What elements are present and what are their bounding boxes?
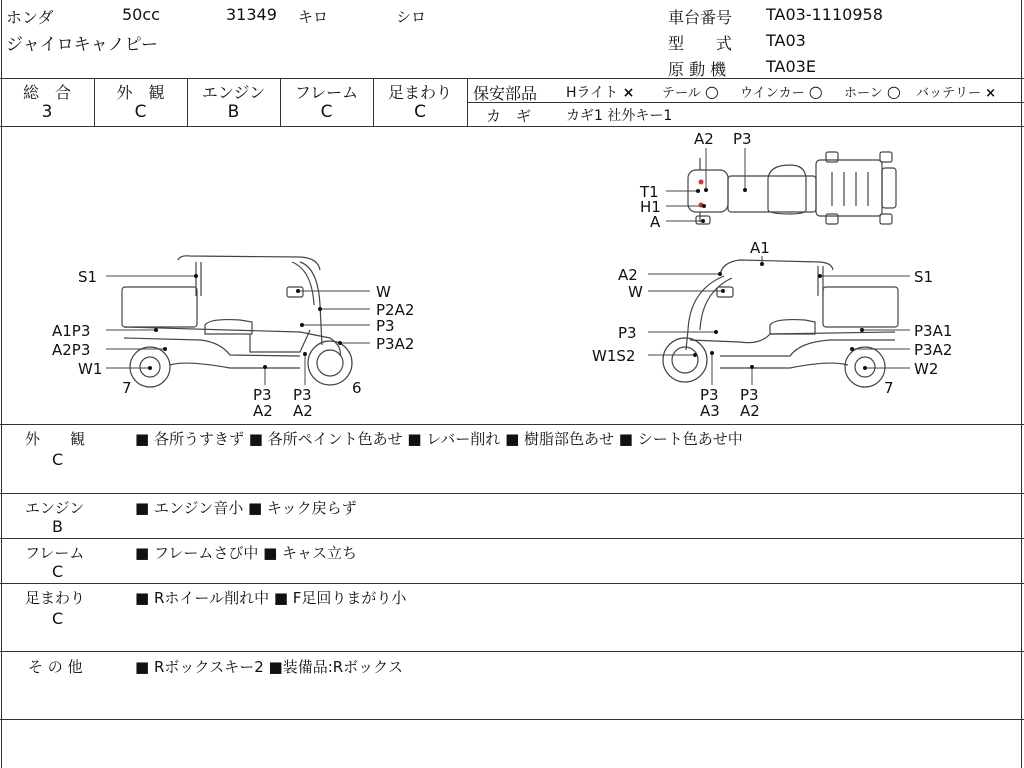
label-bottom-3a: P3 xyxy=(700,386,719,404)
divider xyxy=(468,102,1024,103)
key-label: カ ギ xyxy=(486,107,532,125)
maker-name: ホンダ xyxy=(6,8,54,27)
label-bottom-3b: A3 xyxy=(700,402,720,420)
safety-item-battery: バッテリー × xyxy=(916,86,997,101)
label-s1: S1 xyxy=(78,268,98,286)
label-bottom-4a: P3 xyxy=(740,386,759,404)
label-top-p3: P3 xyxy=(733,130,752,148)
label-bottom-1a: P3 xyxy=(253,386,272,404)
mileage-unit: キロ xyxy=(298,8,329,26)
label-bottom-4b: A2 xyxy=(740,402,760,420)
body-color: シロ xyxy=(396,8,427,26)
mileage: 31349 xyxy=(226,5,277,24)
label-6: 6 xyxy=(352,379,362,397)
displacement: 50cc xyxy=(122,5,160,24)
safety-parts-label: 保安部品 xyxy=(473,84,538,103)
grade-value-engine: B xyxy=(227,102,240,122)
label-w1s2: W1S2 xyxy=(592,347,636,365)
top-view-drawing xyxy=(688,152,896,224)
label-top-a2: A2 xyxy=(694,130,714,148)
vehicle-diagram xyxy=(0,127,1020,424)
grade-value-exterior: C xyxy=(134,102,147,122)
remark-category-frame: フレーム xyxy=(25,544,85,562)
remark-grade-exterior: C xyxy=(52,450,64,469)
label-h1: H1 xyxy=(640,198,661,216)
safety-item-headlight: Hライト × xyxy=(566,85,635,101)
safety-item-horn: ホーン ○ xyxy=(844,82,901,101)
label-p3a1: P3A1 xyxy=(914,322,953,340)
label-t1: T1 xyxy=(640,183,659,201)
remark-text-exterior: ■ 各所うすきず ■ 各所ペイント色あせ ■ レバー削れ ■ 樹脂部色あせ ■ シート色あせ中 xyxy=(135,430,743,448)
remark-text-engine: ■ エンジン音小 ■ キック戻らず xyxy=(135,499,357,517)
divider xyxy=(0,583,1024,584)
label-bottom-2a: P3 xyxy=(293,386,312,404)
remark-text-frame: ■ フレームさび中 ■ キャス立ち xyxy=(135,544,358,562)
label-p3-right: P3 xyxy=(618,324,637,342)
engine-model-label: 原 動 機 xyxy=(668,60,727,79)
divider xyxy=(467,78,468,126)
label-s1-right: S1 xyxy=(914,268,934,286)
remark-text-other: ■ Rボックスキー2 ■装備品:Rボックス xyxy=(135,658,404,676)
remark-grade-frame: C xyxy=(52,562,64,581)
label-w-right: W xyxy=(628,283,643,301)
grade-label-frame: フレーム xyxy=(294,83,359,102)
type-label: 型 式 xyxy=(668,34,733,53)
leader-lines xyxy=(106,148,910,385)
divider xyxy=(0,651,1024,652)
grade-label-exterior: 外 観 xyxy=(116,83,165,102)
remark-category-suspension: 足まわり xyxy=(25,589,86,607)
grade-value-overall: 3 xyxy=(41,102,53,122)
point-markers xyxy=(148,188,867,370)
grade-value-suspension: C xyxy=(414,102,426,122)
label-a1p3: A1P3 xyxy=(52,322,91,340)
safety-item-tail: テール ○ xyxy=(662,82,719,101)
label-a2p3: A2P3 xyxy=(52,341,91,359)
label-7: 7 xyxy=(122,379,132,397)
safety-item-winker: ウインカー ○ xyxy=(740,82,823,101)
label-p3a2-right: P3A2 xyxy=(914,341,953,359)
label-p3a2: P3A2 xyxy=(376,335,415,353)
remark-grade-engine: B xyxy=(52,517,63,536)
label-a2: A2 xyxy=(618,266,638,284)
chassis-number: TA03-1110958 xyxy=(766,5,883,24)
remark-grade-suspension: C xyxy=(52,609,64,628)
type-value: TA03 xyxy=(766,31,806,50)
divider xyxy=(0,424,1024,425)
label-bottom-1b: A2 xyxy=(253,402,273,420)
damage-marks xyxy=(699,180,704,208)
divider xyxy=(0,538,1024,539)
chassis-label: 車台番号 xyxy=(668,8,733,27)
model-name: ジャイロキャノピー xyxy=(6,35,158,55)
engine-model-value: TA03E xyxy=(766,57,816,76)
label-a1: A1 xyxy=(750,239,770,257)
border xyxy=(1021,0,1022,768)
label-p3: P3 xyxy=(376,317,395,335)
divider xyxy=(0,78,1024,79)
remark-category-engine: エンジン xyxy=(25,499,85,517)
grade-label-overall: 総 合 xyxy=(22,83,71,102)
remark-category-exterior: 外 観 xyxy=(25,430,86,448)
remark-category-other: そ の 他 xyxy=(28,658,83,676)
side-view-right-drawing xyxy=(663,260,898,387)
label-bottom-2b: A2 xyxy=(293,402,313,420)
divider xyxy=(0,493,1024,494)
label-a: A xyxy=(650,213,661,231)
grade-label-engine: エンジン xyxy=(201,83,266,102)
divider xyxy=(0,719,1024,720)
label-w2: W2 xyxy=(914,360,939,378)
label-w1: W1 xyxy=(78,360,103,378)
remark-text-suspension: ■ Rホイール削れ中 ■ F足回りまがり小 xyxy=(135,589,407,607)
grade-label-suspension: 足まわり xyxy=(387,83,452,102)
label-7-right: 7 xyxy=(884,379,894,397)
label-w: W xyxy=(376,283,391,301)
grade-value-frame: C xyxy=(320,102,333,122)
key-value: カギ1 社外キー1 xyxy=(566,108,673,124)
label-p2a2: P2A2 xyxy=(376,301,415,319)
